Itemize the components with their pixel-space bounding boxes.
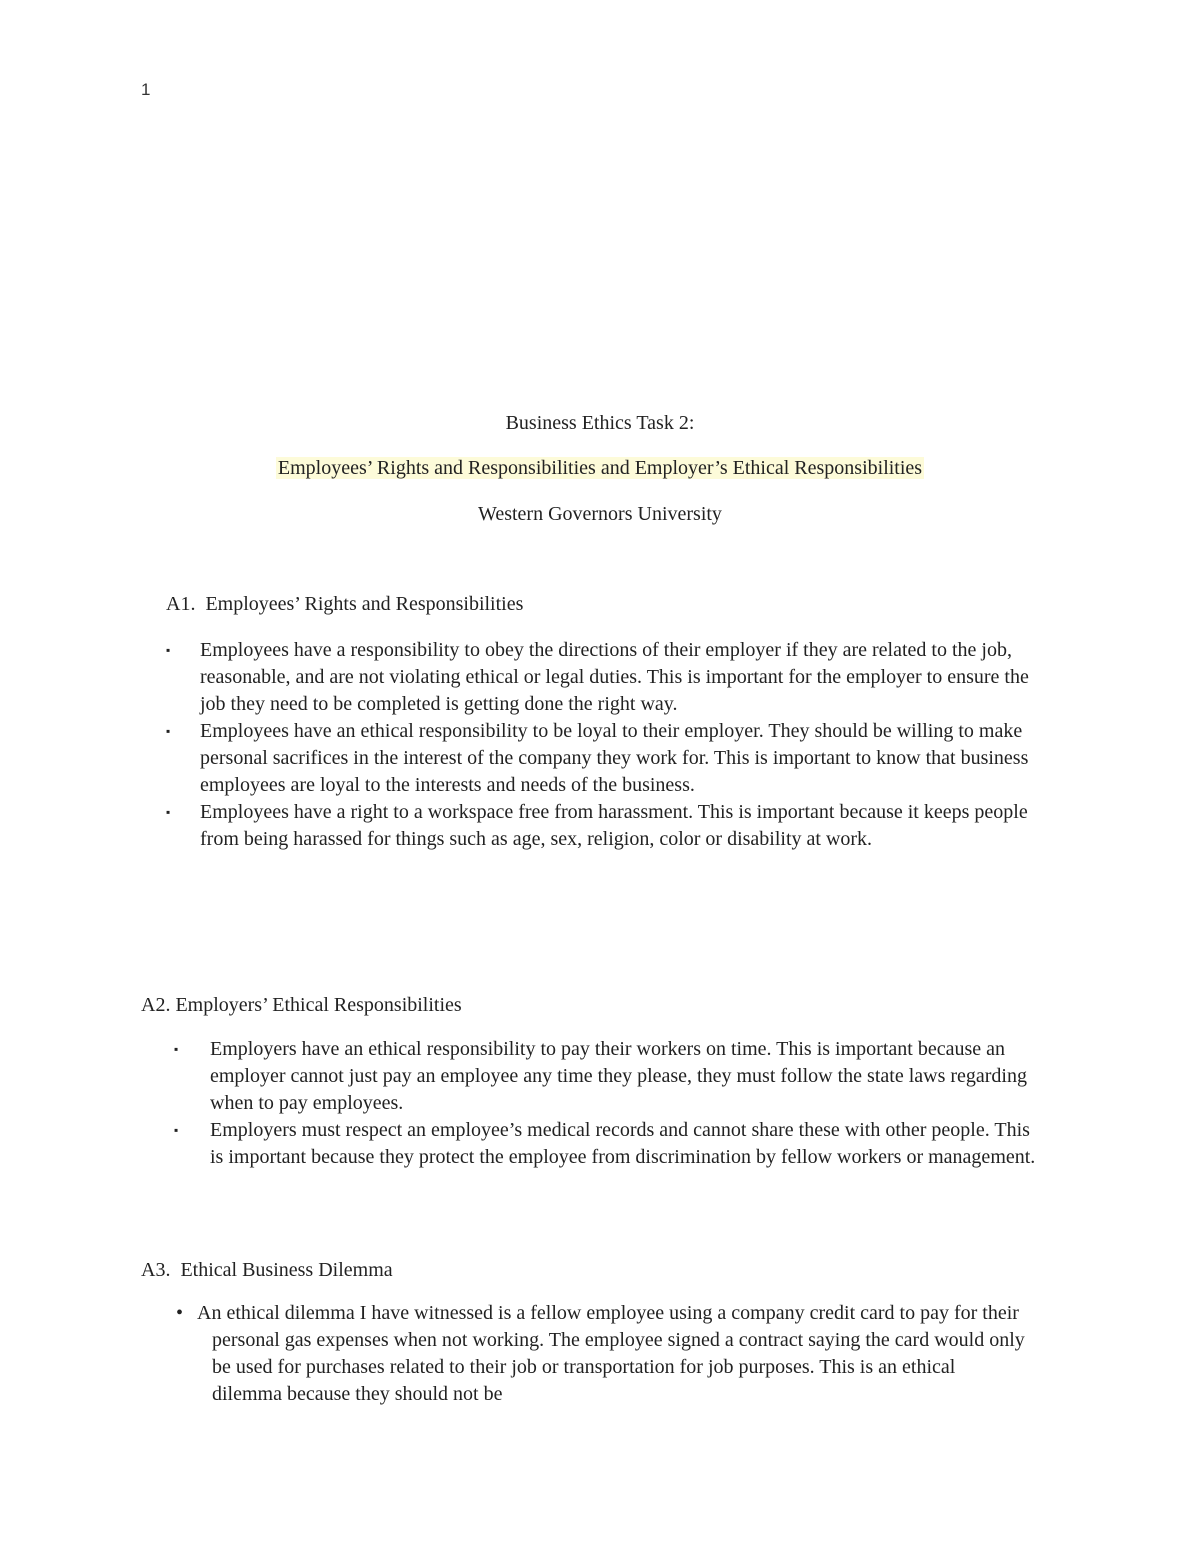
document-subtitle (0, 457, 1200, 480)
section-a1-list (166, 637, 1036, 853)
bullet-icon: ▪ (174, 1123, 179, 1137)
list-item-text: Employers have an ethical responsibility to pay their workers on time. This is important because an employer cannot just pay an employee any time they please, they must follow the state laws regarding when to pay employees. (210, 1038, 1027, 1114)
list-item-text: Employees have a right to a workspace free from harassment. This is important because it keeps people from being harassed for things such as age, sex, religion, color or disability at work. (200, 801, 1028, 850)
section-a1-heading: A1. Employees’ Rights and Responsibilities (166, 593, 524, 615)
section-a3-heading: A3. Ethical Business Dilemma (141, 1259, 393, 1281)
bullet-icon: ▪ (166, 643, 171, 657)
list-item-text: Employers must respect an employee’s medical records and cannot share these with other people. This is important because they protect the employee from discrimination by fellow workers or management. (210, 1119, 1036, 1168)
title-line-3: Western Governors University (478, 503, 722, 525)
bullet-icon: ▪ (166, 724, 171, 738)
list-item (174, 1117, 1042, 1171)
list-item-text: Employees have a responsibility to obey the directions of their employer if they are related to the job, reasonable, and are not violating ethical or legal duties. This is important for the employer to ensure the job they need to be completed is getting done the right way. (200, 639, 1029, 715)
title-line-2: Employees’ Rights and Responsibilities and Employer’s Ethical Responsibilities (277, 457, 923, 479)
title-line-1: Business Ethics Task 2: (505, 412, 695, 434)
page-number: 1 (141, 80, 151, 99)
list-item (166, 637, 1036, 718)
list-item-text: Employees have an ethical responsibility to be loyal to their employer. They should be willing to make personal sacrifices in the interest of the company they work for. This is important to know that business employees are loyal to the interests and needs of the business. (200, 720, 1029, 796)
section-a2-list (174, 1036, 1042, 1171)
section-a3-list (176, 1300, 1028, 1408)
bullet-icon: • (176, 1302, 184, 1324)
bullet-icon: ▪ (174, 1042, 179, 1056)
bullet-icon: ▪ (166, 805, 171, 819)
document-title (0, 412, 1200, 435)
list-item (176, 1300, 1028, 1408)
list-item-text: An ethical dilemma I have witnessed is a fellow employee using a company credit card to pay for their personal gas expenses when not working. The employee signed a contract saying the card would only be used for purchases related to their job or transportation for job purposes. This is an ethical dilemma because they should not be (197, 1302, 1025, 1405)
section-a2-heading: A2. Employers’ Ethical Responsibilities (141, 994, 462, 1016)
list-item (166, 718, 1036, 799)
list-item (166, 799, 1036, 853)
list-item (174, 1036, 1042, 1117)
institution-name (0, 503, 1200, 526)
